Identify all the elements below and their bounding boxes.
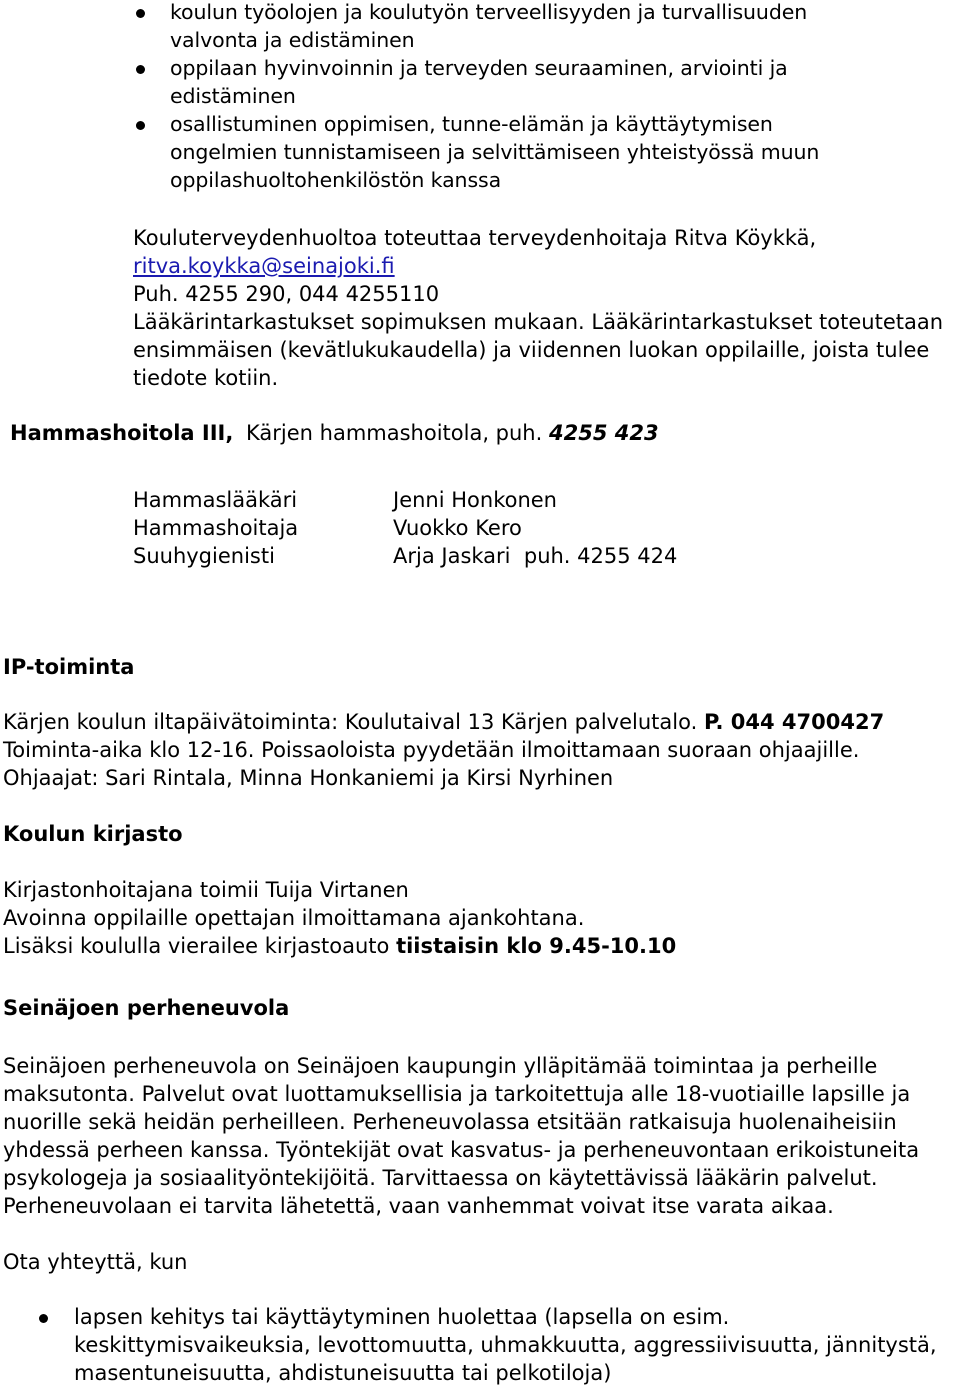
bullet-icon xyxy=(136,121,145,130)
library-bus-text: Lisäksi koululla vierailee kirjastoauto xyxy=(3,934,390,958)
list-item-line: osallistuminen oppimisen, tunne-elämän ja käyttäytymisen xyxy=(170,112,773,136)
library-line: Kirjastonhoitajana toimii Tuija Virtanen xyxy=(3,878,409,902)
library-bus-time: tiistaisin klo 9.45-10.10 xyxy=(396,934,677,958)
staff-role: Hammaslääkäri xyxy=(133,488,298,512)
family-paragraph-line: yhdessä perheen kanssa. Työntekijät ovat kasvatus- ja perheneuvontaan erikoistuneita xyxy=(3,1138,920,1162)
library-line xyxy=(3,932,676,960)
ip-line xyxy=(3,708,884,736)
email-line xyxy=(133,252,395,280)
library-heading: Koulun kirjasto xyxy=(3,822,183,846)
checkups-line: ensimmäisen (kevätlukukaudella) ja viidennen luokan oppilaille, joista tulee xyxy=(133,338,930,362)
family-paragraph-line: Seinäjoen perheneuvola on Seinäjoen kaupungin ylläpitämää toimintaa ja perheille xyxy=(3,1054,878,1078)
list-item-line: oppilaan hyvinvoinnin ja terveyden seuraaminen, arviointi ja xyxy=(170,56,788,80)
checkups-line: Lääkärintarkastukset sopimuksen mukaan. Lääkärintarkastukset toteutetaan xyxy=(133,310,944,334)
phone-line: Puh. 4255 290, 044 4255110 xyxy=(133,282,440,306)
dental-phone: 4255 423 xyxy=(548,421,659,445)
dental-clinic xyxy=(246,419,659,447)
staff-role: Suuhygienisti xyxy=(133,544,275,568)
family-paragraph-line: maksutonta. Palvelut ovat luottamuksellisia ja tarkoitettuja alle 18-vuotiaille lapsille ja xyxy=(3,1082,911,1106)
ip-heading: IP-toiminta xyxy=(3,655,135,679)
family-paragraph-line: Perheneuvolaan ei tarvita lähetettä, vaan vanhemmat voivat itse varata aikaa. xyxy=(3,1194,834,1218)
list-item-line: edistäminen xyxy=(170,84,296,108)
family-paragraph-line: nuorille sekä heidän perheilleen. Perheneuvolassa etsitään ratkaisuja huolenaiheisiin xyxy=(3,1110,897,1134)
checkups-line: tiedote kotiin. xyxy=(133,366,279,390)
bullet-icon xyxy=(39,1314,48,1323)
list-item-line: oppilashuoltohenkilöstön kanssa xyxy=(170,168,502,192)
list-item-line: ongelmien tunnistamiseen ja selvittämiseen yhteistyössä muun xyxy=(170,140,820,164)
contact-list-line: lapsen kehitys tai käyttäytyminen huolettaa (lapsella on esim. xyxy=(74,1305,730,1329)
library-line: Avoinna oppilaille opettajan ilmoittamana ajankohtana. xyxy=(3,906,585,930)
list-item-line: koulun työolojen ja koulutyön terveellisyyden ja turvallisuuden xyxy=(170,0,808,24)
staff-name: Arja Jaskari puh. 4255 424 xyxy=(393,544,678,568)
ip-line: Ohjaajat: Sari Rintala, Minna Honkaniemi ja Kirsi Nyrhinen xyxy=(3,766,614,790)
family-paragraph-line: psykologeja ja sosiaalityöntekijöitä. Tarvittaessa on käytettävissä lääkärin palvelut. xyxy=(3,1166,878,1190)
contact-list-line: masentuneisuutta, ahdistuneisuutta tai pelkotiloja) xyxy=(74,1361,612,1385)
bullet-icon xyxy=(136,65,145,74)
staff-name: Vuokko Kero xyxy=(393,516,522,540)
school-health-intro: Kouluterveydenhuoltoa toteuttaa terveydenhoitaja Ritva Köykkä, xyxy=(133,226,817,250)
family-heading: Seinäjoen perheneuvola xyxy=(3,996,290,1020)
dental-heading: Hammashoitola III, xyxy=(10,421,234,445)
staff-role: Hammashoitaja xyxy=(133,516,299,540)
ip-address: Kärjen koulun iltapäivätoiminta: Koulutaival 13 Kärjen palvelutalo. xyxy=(3,710,698,734)
staff-name: Jenni Honkonen xyxy=(393,488,557,512)
contact-heading: Ota yhteyttä, kun xyxy=(3,1250,188,1274)
list-item-line: valvonta ja edistäminen xyxy=(170,28,415,52)
dental-clinic-name: Kärjen hammashoitola, puh. xyxy=(246,421,543,445)
email-link[interactable]: ritva.koykka@seinajoki.fi xyxy=(133,254,395,278)
contact-list-line: keskittymisvaikeuksia, levottomuutta, uhmakkuutta, aggressiivisuutta, jännitystä, xyxy=(74,1333,937,1357)
ip-phone: P. 044 4700427 xyxy=(703,710,885,734)
ip-line: Toiminta-aika klo 12-16. Poissaoloista pyydetään ilmoittamaan suoraan ohjaajille. xyxy=(3,738,860,762)
bullet-icon xyxy=(136,9,145,18)
